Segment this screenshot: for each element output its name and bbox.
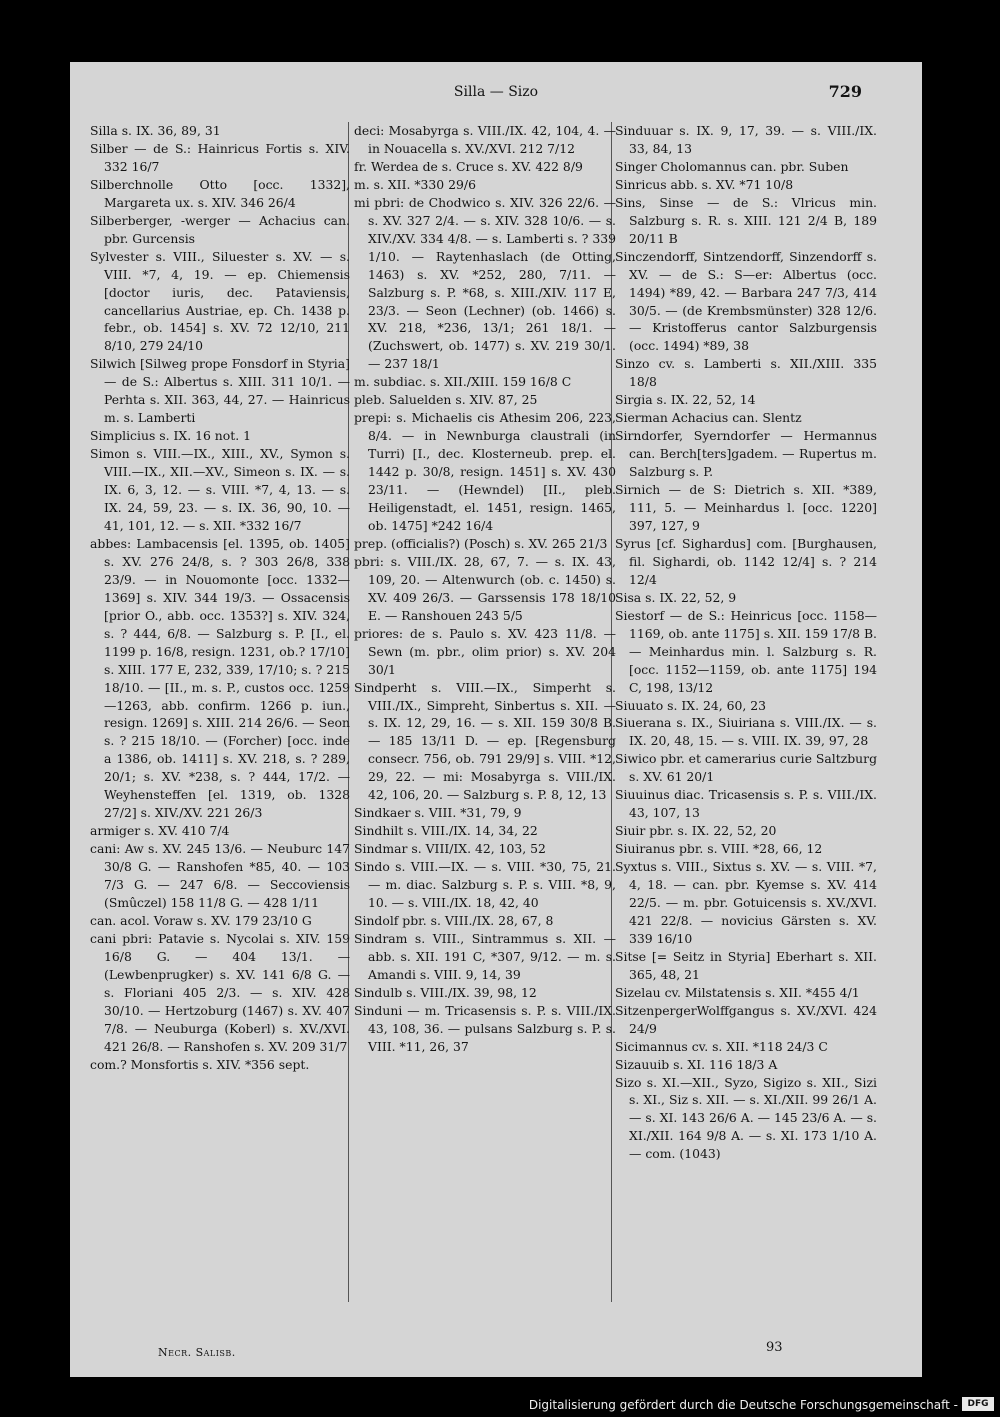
index-entry: Sins, Sinse — de S.: Vlricus min. Salzburg s. R. s. XIII. 121 2/4 B, 189 20/11 B <box>615 194 877 246</box>
index-entry: Sinduni — m. Tricasensis s. P. s. VIII./IX. 43, 108, 36. — pulsans Salzburg s. P. s. VIII. *11, 26, 37 <box>354 1002 616 1054</box>
index-entry: Sindo s. VIII.—IX. — s. VIII. *30, 75, 21. — m. diac. Salzburg s. P. s. VIII. *8, 9, 10. — s. VIII./IX. 18, 42, 40 <box>354 859 616 910</box>
index-entry: pleb. Saluelden s. XIV. 87, 25 <box>354 392 538 408</box>
index-entry: prepi: s. Michaelis cis Athesim 206, 223, 8/4. — in Newnburga claustrali (in Turri) [I., dec. Klosterneub. prep. el. 1442 p. 30/8, resign. 1451] s. XV. 430 23/11. — (Hewndel) [II., pleb. Heiligenstadt, el. 1451, resign. 1465, ob. 1475] *242 16/4 <box>354 410 616 533</box>
running-title: Silla — Sizo <box>453 84 539 100</box>
index-entry: Siuerana s. IX., Siuiriana s. VIII./IX. — s. IX. 20, 48, 15. — s. VIII. IX. 39, 97, 28 <box>615 715 877 749</box>
index-entry: Simplicius s. IX. 16 not. 1 <box>90 428 251 444</box>
index-entry: Sizelau cv. Milstatensis s. XII. *455 4/1 <box>615 984 860 1000</box>
index-entry: Sizauuib s. XI. 116 18/3 A <box>615 1056 778 1072</box>
index-entry: Silberberger, -werger — Achacius can. pbr. Gurcensis <box>90 212 350 246</box>
index-entry: Silla s. IX. 36, 89, 31 <box>90 123 221 138</box>
index-entry: Sierman Achacius can. Slentz <box>615 410 802 426</box>
index-entry: Sicimannus cv. s. XII. *118 24/3 C <box>615 1038 828 1054</box>
footer-abbreviation: Necr. Salisb. <box>158 1346 236 1359</box>
index-entry: Simon s. VIII.—IX., XIII., XV., Symon s. VIII.—IX., XII.—XV., Simeon s. IX. — s. IX. 6, 3, 12. — s. VIII. *7, 4, 13. — s. IX. 24, 59, 23. — s. IX. 36, 90, 10. — 41, 101, 12. — s. XII. *332 16/7 <box>90 446 350 533</box>
signature-number: 93 <box>766 1340 783 1355</box>
index-entry: Singer Cholomannus can. pbr. Suben <box>615 158 849 174</box>
column-middle <box>354 122 616 1056</box>
index-entry: Syxtus s. VIII., Sixtus s. XV. — s. VIII. *7, 4, 18. — can. pbr. Kyemse s. XV. 414 22/5. — m. pbr. Gotuicensis s. XV./XVI. 421 22/8. — novicius Gärsten s. XV. 339 16/10 <box>615 859 877 946</box>
index-entry: Sindulb s. VIII./IX. 39, 98, 12 <box>354 984 537 1000</box>
index-entry: Sindram s. VIII., Sintrammus s. XII. — abb. s. XII. 191 C, *307, 9/12. — m. s. Amandi s. VIII. 9, 14, 39 <box>354 930 616 982</box>
index-entry: fr. Werdea de s. Cruce s. XV. 422 8/9 <box>354 158 583 174</box>
index-entry: abbes: Lambacensis [el. 1395, ob. 1405] s. XV. 276 24/8, s. ? 303 26/8, 338 23/9. — in Nouomonte [occ. 1332—1369] s. XIV. 344 19/3. — Ossacensis [prior O., abb. occ. 1353?] s. XIV. 324, s. ? 444, 6/8. — Salzburg s. P. [I., el. 1199 p. 16/8, resign. 1231, ob.? 17/10] s. XIII. 177 E, 232, 339, 17/10; s. ? 215 18/10. — [II., m. s. P., custos occ. 1259—1263, abb. confirm. 1266 p. iun., resign. 1269] s. XIII. 214 26/6. — Seon s. ? 215 18/10. — (Forcher) [occ. inde a 1386, ob. 1411] s. XV. 218, s. ? 289, 20/1; s. XV. *238, s. ? 444, 17/2. — Weyhensteffen [el. 1319, ob. 1328 27/2] s. XIV./XV. 221 26/3 <box>90 535 350 821</box>
index-entry: Sirnich — de S: Dietrich s. XII. *389, 111, 5. — Meinhardus l. [occ. 1220] 397, 127, 9 <box>615 482 877 533</box>
index-entry: Sindkaer s. VIII. *31, 79, 9 <box>354 805 522 821</box>
index-entry: Sylvester s. VIII., Siluester s. XV. — s. VIII. *7, 4, 19. — ep. Chiemensis [doctor iuris, dec. Pataviensis, cancellarius Austriae, ep. Ch. 1438 p. febr., ob. 1454] s. XV. 72 12/10, 211 8/10, 279 24/10 <box>90 248 350 354</box>
index-entry: priores: de s. Paulo s. XV. 423 11/8. — Sewn (m. pbr., olim prior) s. XV. 204 30/1 <box>354 625 616 677</box>
page-number: 729 <box>828 82 862 101</box>
index-entry: can. acol. Voraw s. XV. 179 23/10 G <box>90 912 312 928</box>
index-entry: Silwich [Silweg prope Fonsdorf in Styria] — de S.: Albertus s. XIII. 311 10/1. — Perhta s. XII. 363, 44, 27. — Hainricus m. s. Lamberti <box>90 356 350 426</box>
index-entry: deci: Mosabyrga s. VIII./IX. 42, 104, 4. — in Nouacella s. XV./XVI. 212 7/12 <box>354 123 616 156</box>
index-entry: com.? Monsfortis s. XIV. *356 sept. <box>90 1056 310 1072</box>
index-entry: Sindhilt s. VIII./IX. 14, 34, 22 <box>354 823 538 839</box>
index-entry: Syrus [cf. Sighardus] com. [Burghausen, fil. Sighardi, ob. 1142 12/4] s. ? 214 12/4 <box>615 535 877 587</box>
index-entry: Siwico pbr. et camerarius curie Saltzburg s. XV. 61 20/1 <box>615 751 877 785</box>
index-entry: Sizo s. XI.—XII., Syzo, Sigizo s. XII., Sizi s. XI., Siz s. XII. — s. XI./XII. 99 26/1 A. — s. XI. 143 26/6 A. — 145 23/6 A. — s. XI./XII. 164 9/8 A. — s. XI. 173 1/10 A. — com. (1043) <box>615 1074 877 1162</box>
index-entry: armiger s. XV. 410 7/4 <box>90 823 230 839</box>
dfg-logo: DFG <box>962 1397 994 1411</box>
column-right <box>615 122 877 1163</box>
index-entry: cani pbri: Patavie s. Nycolai s. XIV. 159 16/8 G. — 404 13/1. — (Lewbenprugker) s. XV. 141 6/8 G. — s. Floriani 405 2/3. — s. XIV. 428 30/10. — Hertzoburg (1467) s. XV. 407 7/8. — Neuburga (Koberl) s. XV./XVI. 421 26/8. — Ranshofen s. XV. 209 31/7 <box>90 930 350 1054</box>
document-page <box>70 62 922 1377</box>
index-entry: Silber — de S.: Hainricus Fortis s. XIV. 332 16/7 <box>90 140 350 174</box>
index-entry: Sinricus abb. s. XV. *71 10/8 <box>615 176 794 192</box>
index-entry: Sinzo cv. s. Lamberti s. XII./XIII. 335 18/8 <box>615 356 877 390</box>
index-entry: Sitse [= Seitz in Styria] Eberhart s. XII. 365, 48, 21 <box>615 948 877 982</box>
index-entry: cani: Aw s. XV. 245 13/6. — Neuburc 147 30/8 G. — Ranshofen *85, 40. — 103 7/3 G. — 247 6/8. — Seccoviensis (Smûczel) 158 11/8 G. — 428 1/11 <box>90 841 350 910</box>
index-entry: m. subdiac. s. XII./XIII. 159 16/8 C <box>354 374 572 390</box>
index-entry: Sinduuar s. IX. 9, 17, 39. — s. VIII./IX. 33, 84, 13 <box>615 123 877 156</box>
index-entry: pbri: s. VIII./IX. 28, 67, 7. — s. IX. 43, 109, 20. — Altenwurch (ob. c. 1450) s. XV. 409 26/3. — Garssensis 178 18/10 E. — Ranshouen 243 5/5 <box>354 553 616 623</box>
index-entry: prep. (officialis?) (Posch) s. XV. 265 21/3 <box>354 535 608 551</box>
index-entry: Sirgia s. IX. 22, 52, 14 <box>615 392 756 408</box>
funding-banner <box>0 1394 1000 1416</box>
index-entry: Siuuato s. IX. 24, 60, 23 <box>615 697 767 713</box>
index-entry: Sindperht s. VIII.—IX., Simperht s. VIII./IX., Simpreht, Sinbertus s. XII. — s. IX. 12, 29, 16. — s. XII. 159 30/8 B. — 185 13/11 D. — ep. [Regensburg consecr. 756, ob. 791 29/9] s. VIII. *12, 29, 22. — mi: Mosabyrga s. VIII./IX. 42, 106, 20. — Salzburg s. P. 8, 12, 13 <box>354 679 616 803</box>
index-entry: Silberchnolle Otto [occ. 1332], Margareta ux. s. XIV. 346 26/4 <box>90 176 350 210</box>
index-entry: Siuiranus pbr. s. VIII. *28, 66, 12 <box>615 841 823 857</box>
index-entry: mi pbri: de Chodwico s. XIV. 326 22/6. — s. XV. 327 2/4. — s. XIV. 328 10/6. — s. XIV./XV. 334 4/8. — s. Lamberti s. ? 339 1/10. — Raytenhaslach (de Otting, 1463) s. XV. *252, 280, 7/11. — Salzburg s. P. *68, s. XIII./XIV. 117 E, 23/3. — Seon (Lechner) (ob. 1466) s. XV. 218, *236, 13/1; 261 18/1. — (Zuchswert, ob. 1477) s. XV. 219 30/1. — 237 18/1 <box>354 194 616 372</box>
index-entry: m. s. XII. *330 29/6 <box>354 176 476 192</box>
index-entry: Sisa s. IX. 22, 52, 9 <box>615 589 737 605</box>
index-entry: Sinczendorff, Sintzendorff, Sinzendorff s. XV. — de S.: S—er: Albertus (occ. 1494) *89, 42. — Barbara 247 7/3, 414 30/5. — (de Krembsmünster) 328 12/6. — Kristofferus cantor Salzburgensis (occ. 1494) *89, 38 <box>615 248 877 354</box>
index-entry: Sirndorfer, Syerndorfer — Hermannus can. Berch[ters]gadem. — Rupertus m. Salzburg s. P. <box>615 428 877 480</box>
index-entry: Siestorf — de S.: Heinricus [occ. 1158—1169, ob. ante 1175] s. XII. 159 17/8 B. — Meinhardus min. l. Salzburg s. R. [occ. 1152—1159, ob. ante 1175] 194 C, 198, 13/12 <box>615 607 877 695</box>
index-entry: Sindolf pbr. s. VIII./IX. 28, 67, 8 <box>354 912 554 928</box>
index-entry: Siuir pbr. s. IX. 22, 52, 20 <box>615 823 777 839</box>
funding-text: Digitalisierung gefördert durch die Deutsche Forschungsgemeinschaft - <box>528 1398 958 1412</box>
index-entry: SitzenpergerWolffgangus s. XV./XVI. 424 24/9 <box>615 1002 877 1036</box>
index-entry: Siuuinus diac. Tricasensis s. P. s. VIII./IX. 43, 107, 13 <box>615 787 877 821</box>
index-entry: Sindmar s. VIII/IX. 42, 103, 52 <box>354 841 546 857</box>
column-left <box>90 122 350 1074</box>
